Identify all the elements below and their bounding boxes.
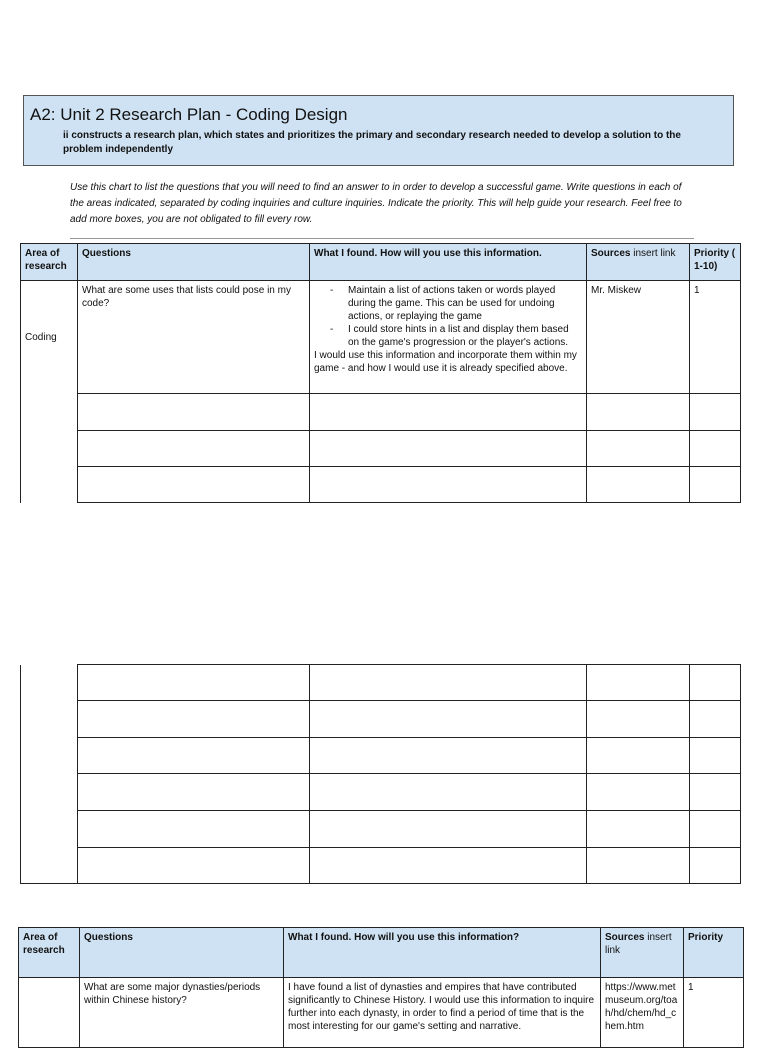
question-cell[interactable]: What are some uses that lists could pose in my code? <box>78 281 310 394</box>
header-box <box>23 95 734 166</box>
question-cell[interactable] <box>78 394 310 431</box>
found-cell[interactable] <box>310 811 587 848</box>
found-list <box>314 284 582 349</box>
question-cell[interactable]: What are some major dynasties/periods within Chinese history? <box>80 978 284 1048</box>
found-bullet: - I could store hints in a list and display them based on the game's progression or the player's actions. <box>348 323 582 349</box>
area-cell-empty[interactable] <box>19 978 80 1048</box>
area-cell-empty[interactable] <box>21 467 78 503</box>
research-table-culture <box>18 927 744 1048</box>
source-link[interactable]: https://www.metmuseum.org/toah/hd/chem/hd_chem.htm <box>601 978 684 1048</box>
question-cell[interactable] <box>78 811 310 848</box>
priority-cell[interactable] <box>690 774 741 811</box>
area-cell-empty[interactable] <box>21 738 78 774</box>
question-cell[interactable] <box>78 848 310 884</box>
header-questions: Questions <box>80 928 284 978</box>
priority-cell[interactable] <box>690 811 741 848</box>
found-tail: I would use this information and incorporate them within my game - and how I would use it is already specified above. <box>314 350 577 374</box>
found-cell[interactable] <box>310 665 587 701</box>
area-cell[interactable]: Coding <box>21 281 78 394</box>
found-cell[interactable] <box>310 467 587 503</box>
source-cell[interactable] <box>587 811 690 848</box>
question-cell[interactable] <box>78 665 310 701</box>
area-cell-empty[interactable] <box>21 394 78 431</box>
source-cell[interactable] <box>587 701 690 738</box>
priority-cell[interactable] <box>690 738 741 774</box>
header-sources: Sources insert link <box>587 244 690 281</box>
source-cell[interactable] <box>587 665 690 701</box>
source-cell[interactable] <box>587 738 690 774</box>
area-cell-empty[interactable] <box>21 701 78 738</box>
source-cell[interactable] <box>587 467 690 503</box>
header-priority: Priority <box>684 928 744 978</box>
area-cell-empty[interactable] <box>21 774 78 811</box>
header-sources: Sources insert link <box>601 928 684 978</box>
found-cell[interactable] <box>310 431 587 467</box>
question-cell[interactable] <box>78 774 310 811</box>
priority-cell[interactable] <box>690 848 741 884</box>
header-found: What I found. How will you use this information. <box>310 244 587 281</box>
header-priority: Priority ( 1-10) <box>690 244 741 281</box>
found-cell[interactable] <box>310 774 587 811</box>
area-cell-empty[interactable] <box>21 848 78 884</box>
source-cell[interactable] <box>587 848 690 884</box>
priority-cell[interactable] <box>690 394 741 431</box>
source-cell[interactable]: Mr. Miskew <box>587 281 690 394</box>
area-cell-empty[interactable] <box>21 665 78 701</box>
priority-cell[interactable]: 1 <box>684 978 744 1048</box>
found-cell[interactable] <box>310 394 587 431</box>
source-cell[interactable] <box>587 774 690 811</box>
found-bullet: - Maintain a list of actions taken or words played during the game. This can be used for undoing actions, or replaying the game <box>348 284 582 323</box>
source-cell[interactable] <box>587 394 690 431</box>
research-table-continued <box>20 664 741 884</box>
header-questions: Questions <box>78 244 310 281</box>
header-area: Area of research <box>19 928 80 978</box>
found-cell[interactable] <box>310 848 587 884</box>
header-found: What I found. How will you use this information? <box>284 928 601 978</box>
found-cell[interactable] <box>310 281 587 394</box>
divider <box>70 238 694 239</box>
priority-cell[interactable] <box>690 701 741 738</box>
priority-cell[interactable] <box>690 467 741 503</box>
question-cell[interactable] <box>78 738 310 774</box>
page-title: A2: Unit 2 Research Plan - Coding Design <box>30 105 348 124</box>
found-cell[interactable] <box>310 738 587 774</box>
question-cell[interactable] <box>78 701 310 738</box>
priority-cell[interactable] <box>690 665 741 701</box>
area-cell-empty[interactable] <box>21 431 78 467</box>
found-cell[interactable]: I have found a list of dynasties and empires that have contributed significantly to Chinese History. I would use this information to inquire further into each dynasty, in order to find a period of time that is the most interesting for our game's setting and narrative. <box>284 978 601 1048</box>
question-cell[interactable] <box>78 467 310 503</box>
priority-cell[interactable] <box>690 431 741 467</box>
question-cell[interactable] <box>78 431 310 467</box>
source-cell[interactable] <box>587 431 690 467</box>
area-cell-empty[interactable] <box>21 811 78 848</box>
instructions: Use this chart to list the questions that you will need to find an answer to in order to develop a successful game. Write questions in each of the areas indicated, separated by coding inquiries and culture inquiries. Indicate the priority. This will help guide your research. Feel free to add more boxes, you are not obligated to fill every row. <box>70 182 682 225</box>
found-cell[interactable] <box>310 701 587 738</box>
priority-cell[interactable]: 1 <box>690 281 741 394</box>
research-table-coding <box>20 243 741 503</box>
page-subtitle: ii constructs a research plan, which states and prioritizes the primary and secondary research needed to develop a solution to the problem independently <box>63 130 681 155</box>
header-area: Area of research <box>21 244 78 281</box>
